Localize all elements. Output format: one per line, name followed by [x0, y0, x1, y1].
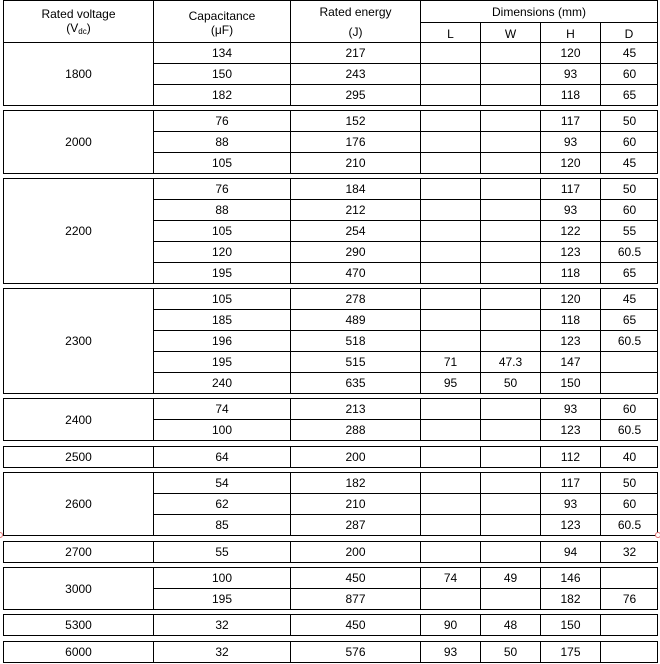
table-cell-l: 93 — [420, 641, 480, 662]
table-cell-d: 65 — [600, 309, 658, 330]
table-cell-cap: 100 — [153, 419, 290, 440]
table-cell-cap: 88 — [153, 199, 290, 220]
table-cell-cap: 76 — [153, 178, 290, 199]
table-cell-h: 123 — [540, 330, 600, 351]
table-cell-l — [420, 514, 480, 535]
table-cell-energy: 217 — [290, 42, 420, 63]
table-cell-d: 60 — [600, 398, 658, 419]
table-cell-w — [480, 588, 540, 609]
table-cell-d: 45 — [600, 42, 658, 63]
table-cell-energy: 243 — [290, 63, 420, 84]
table-cell-cap: 185 — [153, 309, 290, 330]
table-cell-w — [480, 262, 540, 283]
voltage-group — [3, 472, 658, 535]
table-cell-w: 47.3 — [480, 351, 540, 372]
table-cell-w — [480, 152, 540, 173]
table-cell-h: 146 — [540, 567, 600, 588]
header-W — [480, 22, 540, 44]
table-cell-l — [420, 220, 480, 241]
table-cell-cap: 32 — [153, 641, 290, 662]
table-cell-d: 76 — [600, 588, 658, 609]
table-cell-l — [420, 110, 480, 131]
table-cell-h: 120 — [540, 42, 600, 63]
table-cell-w — [480, 241, 540, 262]
table-cell-energy: 200 — [290, 541, 420, 562]
unit-subscript: dc — [78, 26, 87, 36]
table-cell-energy: 210 — [290, 493, 420, 514]
voltage-group — [3, 42, 658, 105]
header-rated-energy-unit: (J) — [348, 25, 363, 39]
voltage-group — [3, 541, 658, 562]
table-cell-d — [600, 614, 658, 635]
table-cell-w — [480, 131, 540, 152]
table-cell-w — [480, 84, 540, 105]
table-cell-energy: 877 — [290, 588, 420, 609]
rated-voltage-cell: 2700 — [3, 541, 153, 562]
table-cell-d — [600, 641, 658, 662]
table-cell-cap: 54 — [153, 472, 290, 493]
header-rated-voltage-unit — [66, 21, 90, 39]
rated-voltage-cell: 2300 — [3, 288, 153, 393]
table-cell-cap: 55 — [153, 541, 290, 562]
table-cell-cap: 150 — [153, 63, 290, 84]
table-cell-h: 123 — [540, 419, 600, 440]
header-capacitance — [153, 0, 290, 44]
table-cell-l — [420, 199, 480, 220]
table-cell-w — [480, 42, 540, 63]
table-cell-d: 45 — [600, 288, 658, 309]
table-cell-energy: 450 — [290, 614, 420, 635]
table-cell-energy: 288 — [290, 419, 420, 440]
table-cell-h: 147 — [540, 351, 600, 372]
table-cell-l — [420, 84, 480, 105]
table-cell-h: 93 — [540, 131, 600, 152]
table-cell-d: 50 — [600, 178, 658, 199]
voltage-group — [3, 446, 658, 467]
table-cell-energy: 200 — [290, 446, 420, 467]
table-cell-l — [420, 419, 480, 440]
rated-voltage-cell: 1800 — [3, 42, 153, 105]
table-cell-d — [600, 351, 658, 372]
table-cell-h: 93 — [540, 199, 600, 220]
table-cell-w: 48 — [480, 614, 540, 635]
table-cell-h: 123 — [540, 514, 600, 535]
table-cell-w — [480, 63, 540, 84]
table-cell-w — [480, 398, 540, 419]
table-cell-w — [480, 472, 540, 493]
table-cell-l — [420, 262, 480, 283]
table-cell-cap: 62 — [153, 493, 290, 514]
table-cell-h: 175 — [540, 641, 600, 662]
table-cell-w — [480, 541, 540, 562]
table-cell-w — [480, 199, 540, 220]
voltage-group — [3, 567, 658, 609]
table-cell-h: 112 — [540, 446, 600, 467]
table-cell-w — [480, 419, 540, 440]
table-cell-cap: 134 — [153, 42, 290, 63]
table-cell-energy: 210 — [290, 152, 420, 173]
table-cell-l — [420, 493, 480, 514]
rated-voltage-cell: 6000 — [3, 641, 153, 662]
table-cell-d: 55 — [600, 220, 658, 241]
table-cell-l — [420, 42, 480, 63]
table-cell-h: 93 — [540, 493, 600, 514]
table-cell-w — [480, 446, 540, 467]
rated-voltage-cell: 2200 — [3, 178, 153, 283]
table-cell-h: 117 — [540, 110, 600, 131]
table-cell-h: 182 — [540, 588, 600, 609]
table-cell-d: 50 — [600, 110, 658, 131]
table-cell-w — [480, 309, 540, 330]
table-cell-cap: 64 — [153, 446, 290, 467]
table-cell-d: 32 — [600, 541, 658, 562]
table-cell-h: 118 — [540, 262, 600, 283]
table-cell-cap: 195 — [153, 351, 290, 372]
table-cell-energy: 576 — [290, 641, 420, 662]
table-cell-l — [420, 398, 480, 419]
voltage-group — [3, 178, 658, 283]
table-cell-h: 123 — [540, 241, 600, 262]
voltage-group — [3, 110, 658, 173]
header-dimensions-label: Dimensions (mm) — [491, 4, 586, 19]
table-cell-l — [420, 241, 480, 262]
table-cell-d: 60.5 — [600, 241, 658, 262]
table-cell-cap: 105 — [153, 152, 290, 173]
table-cell-h: 122 — [540, 220, 600, 241]
table-cell-h: 120 — [540, 288, 600, 309]
selection-handle-right[interactable] — [655, 532, 660, 538]
table-cell-h: 93 — [540, 63, 600, 84]
table-cell-w — [480, 220, 540, 241]
table-cell-energy: 278 — [290, 288, 420, 309]
table-cell-energy: 176 — [290, 131, 420, 152]
table-cell-energy: 213 — [290, 398, 420, 419]
header-rated-energy — [290, 0, 420, 44]
table-cell-cap: 182 — [153, 84, 290, 105]
table-cell-h: 150 — [540, 614, 600, 635]
table-cell-d: 45 — [600, 152, 658, 173]
header-rated-voltage — [3, 0, 153, 44]
table-cell-h: 118 — [540, 309, 600, 330]
table-cell-w — [480, 493, 540, 514]
table-cell-l — [420, 131, 480, 152]
table-cell-w — [480, 178, 540, 199]
table-cell-d: 60.5 — [600, 330, 658, 351]
table-cell-energy: 152 — [290, 110, 420, 131]
table-cell-cap: 74 — [153, 398, 290, 419]
table-cell-energy: 515 — [290, 351, 420, 372]
table-cell-cap: 32 — [153, 614, 290, 635]
table-cell-h: 117 — [540, 472, 600, 493]
header-capacitance-unit: (μF) — [210, 22, 234, 37]
table-cell-cap: 105 — [153, 288, 290, 309]
header-L — [420, 22, 480, 44]
table-cell-l — [420, 588, 480, 609]
table-cell-cap: 240 — [153, 372, 290, 393]
table-cell-h: 93 — [540, 398, 600, 419]
table-cell-w — [480, 514, 540, 535]
header-H — [540, 22, 600, 44]
table-cell-h: 118 — [540, 84, 600, 105]
table-cell-l — [420, 446, 480, 467]
table-cell-cap: 120 — [153, 241, 290, 262]
table-cell-energy: 184 — [290, 178, 420, 199]
table-cell-w: 49 — [480, 567, 540, 588]
voltage-group — [3, 641, 658, 662]
table-cell-d: 50 — [600, 472, 658, 493]
table-cell-l — [420, 472, 480, 493]
table-cell-energy: 489 — [290, 309, 420, 330]
voltage-group — [3, 398, 658, 440]
table-cell-energy: 182 — [290, 472, 420, 493]
table-cell-energy: 287 — [290, 514, 420, 535]
header-dimensions — [420, 0, 658, 22]
header-H-label: H — [566, 26, 575, 41]
rated-voltage-cell: 5300 — [3, 614, 153, 635]
table-cell-l — [420, 152, 480, 173]
table-cell-energy: 470 — [290, 262, 420, 283]
selection-handle-left[interactable] — [0, 532, 3, 538]
table-cell-energy: 518 — [290, 330, 420, 351]
table-cell-w: 50 — [480, 641, 540, 662]
header-D-label: D — [624, 26, 634, 41]
table-cell-l — [420, 288, 480, 309]
table-cell-d: 60.5 — [600, 419, 658, 440]
table-cell-d: 60 — [600, 63, 658, 84]
table-cell-d: 60.5 — [600, 514, 658, 535]
table-cell-d: 60 — [600, 131, 658, 152]
table-cell-d: 40 — [600, 446, 658, 467]
header-W-label: W — [504, 26, 517, 41]
rated-voltage-cell: 2600 — [3, 472, 153, 535]
table-cell-l — [420, 63, 480, 84]
table-cell-l: 71 — [420, 351, 480, 372]
table-cell-h: 94 — [540, 541, 600, 562]
table-cell-h: 120 — [540, 152, 600, 173]
table-cell-cap: 195 — [153, 262, 290, 283]
table-cell-l — [420, 541, 480, 562]
table-cell-w — [480, 288, 540, 309]
table-cell-w: 50 — [480, 372, 540, 393]
header-L-label: L — [447, 26, 454, 41]
table-cell-cap: 76 — [153, 110, 290, 131]
table-cell-cap: 196 — [153, 330, 290, 351]
table-cell-energy: 212 — [290, 199, 420, 220]
table-cell-d: 60 — [600, 493, 658, 514]
table-cell-energy: 295 — [290, 84, 420, 105]
unit-close: ) — [86, 20, 91, 35]
header-rated-voltage-label: Rated voltage — [41, 6, 116, 21]
rated-voltage-cell: 3000 — [3, 567, 153, 609]
table-cell-l: 74 — [420, 567, 480, 588]
table-cell-l — [420, 178, 480, 199]
header-rated-energy-label: Rated energy — [319, 5, 392, 19]
table-cell-cap: 88 — [153, 131, 290, 152]
table-cell-l — [420, 330, 480, 351]
table-cell-l — [420, 309, 480, 330]
rated-voltage-cell: 2000 — [3, 110, 153, 173]
table-cell-cap: 100 — [153, 567, 290, 588]
table-cell-d: 65 — [600, 262, 658, 283]
rated-voltage-cell: 2400 — [3, 398, 153, 440]
table-cell-l: 95 — [420, 372, 480, 393]
table-cell-d — [600, 567, 658, 588]
table-cell-energy: 290 — [290, 241, 420, 262]
header-capacitance-label: Capacitance — [188, 8, 256, 23]
header-D — [600, 22, 658, 44]
table-cell-w — [480, 330, 540, 351]
table-cell-cap: 85 — [153, 514, 290, 535]
table-cell-d — [600, 372, 658, 393]
table-cell-cap: 195 — [153, 588, 290, 609]
table-cell-cap: 105 — [153, 220, 290, 241]
table-cell-d: 60 — [600, 199, 658, 220]
table-header — [3, 0, 658, 44]
table-cell-h: 150 — [540, 372, 600, 393]
table-cell-l: 90 — [420, 614, 480, 635]
unit-open: (V — [66, 20, 79, 35]
table-cell-energy: 635 — [290, 372, 420, 393]
voltage-group — [3, 288, 658, 393]
table-cell-energy: 450 — [290, 567, 420, 588]
table-cell-w — [480, 110, 540, 131]
voltage-group — [3, 614, 658, 635]
table-cell-d: 65 — [600, 84, 658, 105]
table-cell-energy: 254 — [290, 220, 420, 241]
table-cell-h: 117 — [540, 178, 600, 199]
rated-voltage-cell: 2500 — [3, 446, 153, 467]
